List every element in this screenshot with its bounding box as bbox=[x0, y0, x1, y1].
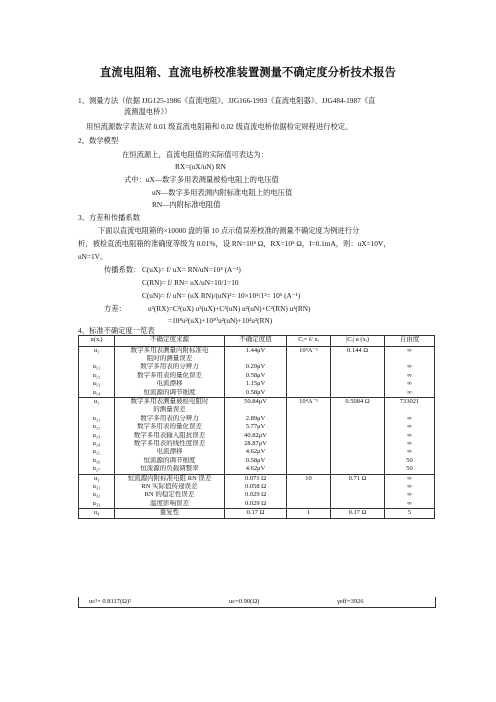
col-header-source: 不确定度来源 bbox=[115, 336, 225, 347]
section2-line4: RN—内附标准电阻值 bbox=[152, 200, 221, 209]
table-row bbox=[79, 346, 435, 355]
row-contribution bbox=[331, 406, 385, 414]
row-value: 28.87μV bbox=[225, 440, 287, 448]
row-dof: ∞ bbox=[385, 483, 435, 491]
row-source: 数字多用表输入阻抗误差 bbox=[115, 432, 225, 440]
row-dof: ∞ bbox=[385, 346, 435, 355]
col-header-contribution: |Cᵢ| u (xᵢ) bbox=[331, 336, 385, 347]
row-symbol: u₄ bbox=[79, 509, 115, 518]
table-row bbox=[79, 406, 435, 414]
table-row bbox=[79, 440, 435, 448]
row-source: 恒流源内附标准电阻 RN 误差 bbox=[115, 474, 225, 483]
row-dof: ∞ bbox=[385, 380, 435, 388]
table-row bbox=[79, 474, 435, 483]
row-coefficient bbox=[287, 483, 331, 491]
row-contribution bbox=[331, 355, 385, 363]
variance-line1: u²(RX)=C²(uX) u²(uX)+C²(uN) u²(uN)+C²(RN) u²(RN) bbox=[148, 304, 311, 313]
row-dof: 50 bbox=[385, 457, 435, 465]
row-contribution bbox=[331, 372, 385, 380]
row-dof: ∞ bbox=[385, 491, 435, 499]
table-row bbox=[79, 397, 435, 406]
row-value: 4.62μV bbox=[225, 465, 287, 474]
col-header-dof: 自由度 bbox=[385, 336, 435, 347]
row-source: 数字多用表的分辨力 bbox=[115, 415, 225, 423]
table-row bbox=[79, 363, 435, 371]
row-symbol: u₃ bbox=[79, 474, 115, 483]
row-source: RN 实际值传递误差 bbox=[115, 483, 225, 491]
row-source: 电流漂移 bbox=[115, 380, 225, 388]
table-summary-row bbox=[78, 597, 436, 608]
row-coefficient bbox=[287, 457, 331, 465]
row-coefficient bbox=[287, 372, 331, 380]
row-source: RN 的稳定性误差 bbox=[115, 491, 225, 499]
section3-line2: 析，被检直流电阻箱的准确度等级为 0.01%，设 RN=10⁴ Ω，RX=10⁵ Ω，I=0.1mA，则：uX=10V， bbox=[78, 239, 391, 248]
coeff-ux: C(uX)= f/ uX= RN/uN=10⁴ (A⁻¹) bbox=[142, 265, 241, 274]
col-header-value: 不确定度值 bbox=[225, 336, 287, 347]
row-symbol: u₂₆ bbox=[79, 457, 115, 465]
row-contribution bbox=[331, 415, 385, 423]
row-value: 5.77μV bbox=[225, 423, 287, 431]
row-value: 0.58μV bbox=[225, 389, 287, 398]
row-symbol: u₂₄ bbox=[79, 440, 115, 448]
row-value: 0.058 Ω bbox=[225, 483, 287, 491]
row-value: 4.62μV bbox=[225, 448, 287, 456]
row-contribution bbox=[331, 432, 385, 440]
row-source: 数字多用表的分辨力 bbox=[115, 363, 225, 371]
row-value: 0.58μV bbox=[225, 457, 287, 465]
table-row bbox=[79, 415, 435, 423]
row-symbol: u₃₁ bbox=[79, 483, 115, 491]
row-contribution bbox=[331, 491, 385, 499]
table-header-row bbox=[79, 336, 435, 347]
uncertainty-table bbox=[78, 335, 435, 519]
table-row bbox=[79, 491, 435, 499]
row-coefficient bbox=[287, 415, 331, 423]
section1-line2: 流测温电桥》） bbox=[124, 107, 172, 116]
section4-heading: 4、标准不确定度一览表 bbox=[78, 326, 155, 335]
row-symbol: u₂₁ bbox=[79, 415, 115, 423]
row-contribution bbox=[331, 500, 385, 509]
row-dof bbox=[385, 355, 435, 363]
table-row bbox=[79, 483, 435, 491]
col-header-coefficient: Cᵢ= f/ xᵢ bbox=[287, 336, 331, 347]
effective-dof: γeff=3926 bbox=[337, 598, 364, 605]
row-symbol bbox=[79, 355, 115, 363]
table-row bbox=[79, 423, 435, 431]
table-row bbox=[79, 448, 435, 456]
row-coefficient bbox=[287, 448, 331, 456]
row-source: 数字多用表的线性度误差 bbox=[115, 440, 225, 448]
row-symbol: u₁ bbox=[79, 346, 115, 355]
row-dof: ∞ bbox=[385, 389, 435, 398]
row-coefficient: 1 bbox=[287, 509, 331, 518]
variance-label: 方差： bbox=[104, 304, 126, 313]
row-coefficient bbox=[287, 389, 331, 398]
row-value: 0.071 Ω bbox=[225, 474, 287, 483]
row-coefficient: 10⁴A⁻¹ bbox=[287, 397, 331, 406]
row-symbol: u₁₂ bbox=[79, 372, 115, 380]
row-contribution bbox=[331, 448, 385, 456]
row-value: 0.029 Ω bbox=[225, 500, 287, 509]
row-coefficient bbox=[287, 363, 331, 371]
row-value: 50.84μV bbox=[225, 397, 287, 406]
row-source: 恒流源的负载调整率 bbox=[115, 465, 225, 474]
row-source: 重复性 bbox=[115, 509, 225, 518]
row-source: 温度影响误差 bbox=[115, 500, 225, 509]
row-value: 1.44μV bbox=[225, 346, 287, 355]
row-source: 恒流源的调节细度 bbox=[115, 389, 225, 398]
row-contribution: 0.144 Ω bbox=[331, 346, 385, 355]
row-dof: ∞ bbox=[385, 372, 435, 380]
row-symbol: u₁₃ bbox=[79, 380, 115, 388]
row-coefficient: 10 bbox=[287, 474, 331, 483]
row-contribution bbox=[331, 457, 385, 465]
row-value: 0.029 Ω bbox=[225, 491, 287, 499]
row-source: 电流漂移 bbox=[115, 448, 225, 456]
section2-line3: uN—数字多用表测内附标准电阻上的电压值 bbox=[152, 188, 293, 197]
section2-line2: 式中：uX—数字多用表测量被检电阻上的电压值 bbox=[124, 175, 279, 184]
row-source: 恒流源的调节细度 bbox=[115, 457, 225, 465]
row-dof: ∞ bbox=[385, 415, 435, 423]
row-dof bbox=[385, 406, 435, 414]
row-symbol: u₂₅ bbox=[79, 448, 115, 456]
row-dof: 50 bbox=[385, 465, 435, 474]
row-contribution: 0.5084 Ω bbox=[331, 397, 385, 406]
row-coefficient bbox=[287, 380, 331, 388]
row-coefficient bbox=[287, 432, 331, 440]
table-row bbox=[79, 457, 435, 465]
row-source: 的测量误差 bbox=[115, 406, 225, 414]
section3-heading: 3、方差和传播系数 bbox=[78, 213, 141, 222]
combined-uncertainty: uc=0.90(Ω) bbox=[229, 598, 260, 605]
row-contribution bbox=[331, 380, 385, 388]
row-symbol: u₃₂ bbox=[79, 491, 115, 499]
row-dof: ∞ bbox=[385, 423, 435, 431]
row-source: 数字多用表测量被检电阻时 bbox=[115, 397, 225, 406]
row-value: 40.82μV bbox=[225, 432, 287, 440]
row-dof: ∞ bbox=[385, 440, 435, 448]
section3-line3: uN=1V。 bbox=[78, 252, 108, 261]
row-value bbox=[225, 355, 287, 363]
row-value: 0.58μV bbox=[225, 372, 287, 380]
row-value: 2.89μV bbox=[225, 415, 287, 423]
row-symbol: u₂₃ bbox=[79, 432, 115, 440]
row-contribution bbox=[331, 389, 385, 398]
row-source: 数字多用表测量内附标准电 bbox=[115, 346, 225, 355]
row-dof: 5 bbox=[385, 509, 435, 518]
row-dof: ∞ bbox=[385, 500, 435, 509]
table-row bbox=[79, 500, 435, 509]
row-symbol: u₁₄ bbox=[79, 389, 115, 398]
row-contribution bbox=[331, 483, 385, 491]
row-value: 0.17 Ω bbox=[225, 509, 287, 518]
row-coefficient: 10⁵A⁻¹ bbox=[287, 346, 331, 355]
row-dof: ∞ bbox=[385, 474, 435, 483]
section3-line1: 下面以直流电阻箱的×10000 盘的第 10 点示值误差校准的测量不确定度为例进行分 bbox=[98, 226, 360, 235]
combined-variance: uc²= 0.8117(Ω)² bbox=[89, 598, 132, 605]
table-row bbox=[79, 509, 435, 518]
row-coefficient bbox=[287, 491, 331, 499]
row-symbol: u₃₃ bbox=[79, 500, 115, 509]
row-source: 数字多用表的量化误差 bbox=[115, 423, 225, 431]
row-dof: ∞ bbox=[385, 448, 435, 456]
row-contribution bbox=[331, 440, 385, 448]
row-symbol: u₂₂ bbox=[79, 423, 115, 431]
row-value: 0.29μV bbox=[225, 363, 287, 371]
row-contribution bbox=[331, 465, 385, 474]
row-contribution bbox=[331, 423, 385, 431]
table-row bbox=[79, 355, 435, 363]
row-contribution bbox=[331, 363, 385, 371]
row-coefficient bbox=[287, 440, 331, 448]
row-symbol: u₂₇ bbox=[79, 465, 115, 474]
section2-heading: 2、数学模型 bbox=[78, 136, 119, 145]
table-row bbox=[79, 372, 435, 380]
row-source: 阻时的测量误差 bbox=[115, 355, 225, 363]
coeff-un: C(uN)= f/ uN= (uX RN)/(uN)²= 10×10⁴/1²= 10⁵ (A⁻¹) bbox=[142, 291, 301, 300]
section2-line1: 在恒流源上，直流电阻值的实际值可表达为： bbox=[122, 150, 268, 159]
model-formula: RX=(uX/uN) RN bbox=[175, 162, 226, 171]
row-coefficient bbox=[287, 423, 331, 431]
row-coefficient bbox=[287, 355, 331, 363]
row-value: 1.15μV bbox=[225, 380, 287, 388]
row-symbol: u₁₁ bbox=[79, 363, 115, 371]
table-row bbox=[79, 432, 435, 440]
report-title: 直流电阻箱、直流电桥校准装置测量不确定度分析技术报告 bbox=[99, 67, 397, 79]
coeff-rn: C(RN)= f/ RN= uX/uN=10/1=10 bbox=[142, 278, 239, 287]
row-contribution: 0.71 Ω bbox=[331, 474, 385, 483]
row-coefficient bbox=[287, 500, 331, 509]
coeff-label: 传播系数： bbox=[104, 265, 141, 274]
row-value bbox=[225, 406, 287, 414]
variance-line2: =10⁸u²(uX)+10¹⁰u²(uN)+10²u²(RN) bbox=[168, 316, 273, 325]
row-dof: 733021 bbox=[385, 397, 435, 406]
table-row bbox=[79, 380, 435, 388]
row-dof: ∞ bbox=[385, 363, 435, 371]
row-contribution: 0.17 Ω bbox=[331, 509, 385, 518]
row-symbol: u₂ bbox=[79, 397, 115, 406]
row-coefficient bbox=[287, 465, 331, 474]
table-row bbox=[79, 465, 435, 474]
row-dof: ∞ bbox=[385, 432, 435, 440]
section1-line1: 1、测量方法（依据 JJG125-1986《直流电阻》、JJG166-1993《直流电阻器》、JJG484-1987《直 bbox=[78, 96, 376, 105]
row-source: 数字多用表的量化误差 bbox=[115, 372, 225, 380]
table-row bbox=[79, 389, 435, 398]
row-symbol bbox=[79, 406, 115, 414]
row-coefficient bbox=[287, 406, 331, 414]
section1-line3: 用恒流源数字表法对 0.01 级直流电阻箱和 0.02 级直流电桥依据检定规程进行校定。 bbox=[86, 122, 353, 131]
col-header-symbol: u(xᵢ) bbox=[79, 336, 115, 347]
